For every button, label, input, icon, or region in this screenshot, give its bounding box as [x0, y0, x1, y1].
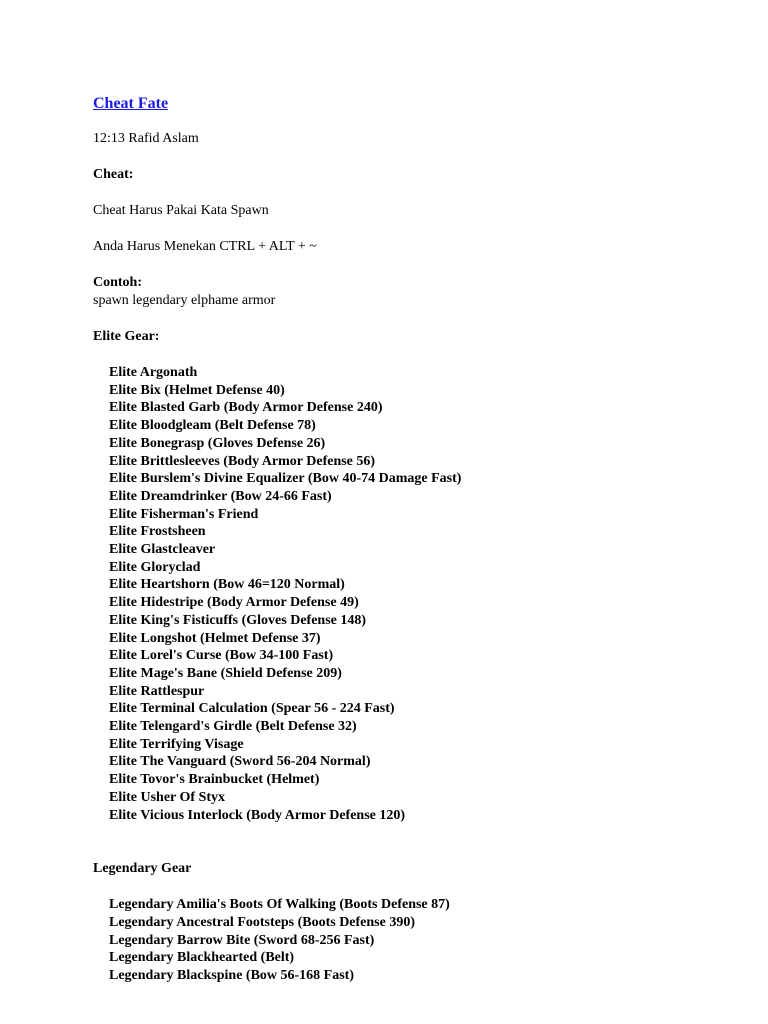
list-item: Elite Blasted Garb (Body Armor Defense 240) — [109, 400, 383, 416]
list-item: Legendary Blackhearted (Belt) — [109, 950, 295, 966]
list-item: Elite Frostsheen — [109, 524, 206, 540]
list-item: Elite Bonegrasp (Gloves Defense 26) — [109, 435, 326, 451]
spacer — [93, 346, 753, 364]
list-item: Elite Argonath — [109, 365, 198, 380]
list-item: Legendary Ancestral Footsteps (Boots Defense 390) — [109, 914, 416, 930]
list-item: Elite Fisherman's Friend — [109, 506, 259, 522]
spacer — [93, 310, 753, 328]
list-item: Elite Hidestripe (Body Armor Defense 49) — [109, 595, 359, 611]
elite-gear-heading: Elite Gear: — [93, 329, 160, 344]
list-item: Elite Glastcleaver — [109, 542, 216, 558]
list-item: Elite Heartshorn (Bow 46=120 Normal) — [109, 577, 345, 593]
list-item: Elite Burslem's Divine Equalizer (Bow 40-74 Damage Fast) — [109, 471, 462, 487]
instruction-line-2: Anda Harus Menekan CTRL + ALT + ~ — [93, 239, 317, 254]
elite-gear-list — [109, 364, 753, 824]
list-item: Elite Rattlespur — [109, 683, 205, 699]
list-item: Elite Mage's Bane (Shield Defense 209) — [109, 665, 342, 681]
instruction-line-1: Cheat Harus Pakai Kata Spawn — [93, 203, 269, 218]
spacer — [93, 256, 753, 274]
list-item: Elite Gloryclad — [109, 559, 201, 575]
spacer — [93, 878, 753, 896]
list-item: Elite Bix (Helmet Defense 40) — [109, 382, 285, 398]
post-meta: 12:13 Rafid Aslam — [93, 131, 199, 146]
spacer — [93, 220, 753, 238]
list-item: Elite Bloodgleam (Belt Defense 78) — [109, 418, 316, 434]
document-page — [93, 94, 753, 985]
list-item: Elite Terrifying Visage — [109, 736, 244, 752]
example-text: spawn legendary elphame armor — [93, 293, 276, 308]
list-item: Legendary Blackspine (Bow 56-168 Fast) — [109, 968, 354, 984]
list-item: Elite Tovor's Brainbucket (Helmet) — [109, 772, 320, 788]
spacer — [93, 842, 753, 860]
list-item: Elite Brittlesleeves (Body Armor Defense 56) — [109, 453, 376, 469]
list-item: Elite Terminal Calculation (Spear 56 - 224 Fast) — [109, 701, 395, 717]
list-item: Elite Vicious Interlock (Body Armor Defense 120) — [109, 807, 406, 823]
list-item: Elite The Vanguard (Sword 56-204 Normal) — [109, 754, 371, 770]
spacer — [93, 184, 753, 202]
list-item: Legendary Amilia's Boots Of Walking (Boots Defense 87) — [109, 897, 450, 913]
list-item: Elite Dreamdrinker (Bow 24-66 Fast) — [109, 488, 332, 504]
list-item: Legendary Barrow Bite (Sword 68-256 Fast) — [109, 932, 375, 948]
list-item: Elite Longshot (Helmet Defense 37) — [109, 630, 321, 646]
post-title-link[interactable]: Cheat Fate — [93, 95, 169, 112]
list-item: Elite Usher Of Styx — [109, 789, 226, 805]
list-item: Elite Lorel's Curse (Bow 34-100 Fast) — [109, 648, 334, 664]
spacer — [93, 824, 753, 842]
spacer — [93, 148, 753, 166]
cheat-heading: Cheat: — [93, 167, 134, 182]
example-heading: Contoh: — [93, 275, 143, 290]
list-item: Elite King's Fisticuffs (Gloves Defense 148) — [109, 612, 367, 628]
legendary-gear-list — [109, 896, 753, 985]
list-item: Elite Telengard's Girdle (Belt Defense 32) — [109, 719, 357, 735]
legendary-gear-heading: Legendary Gear — [93, 861, 192, 877]
